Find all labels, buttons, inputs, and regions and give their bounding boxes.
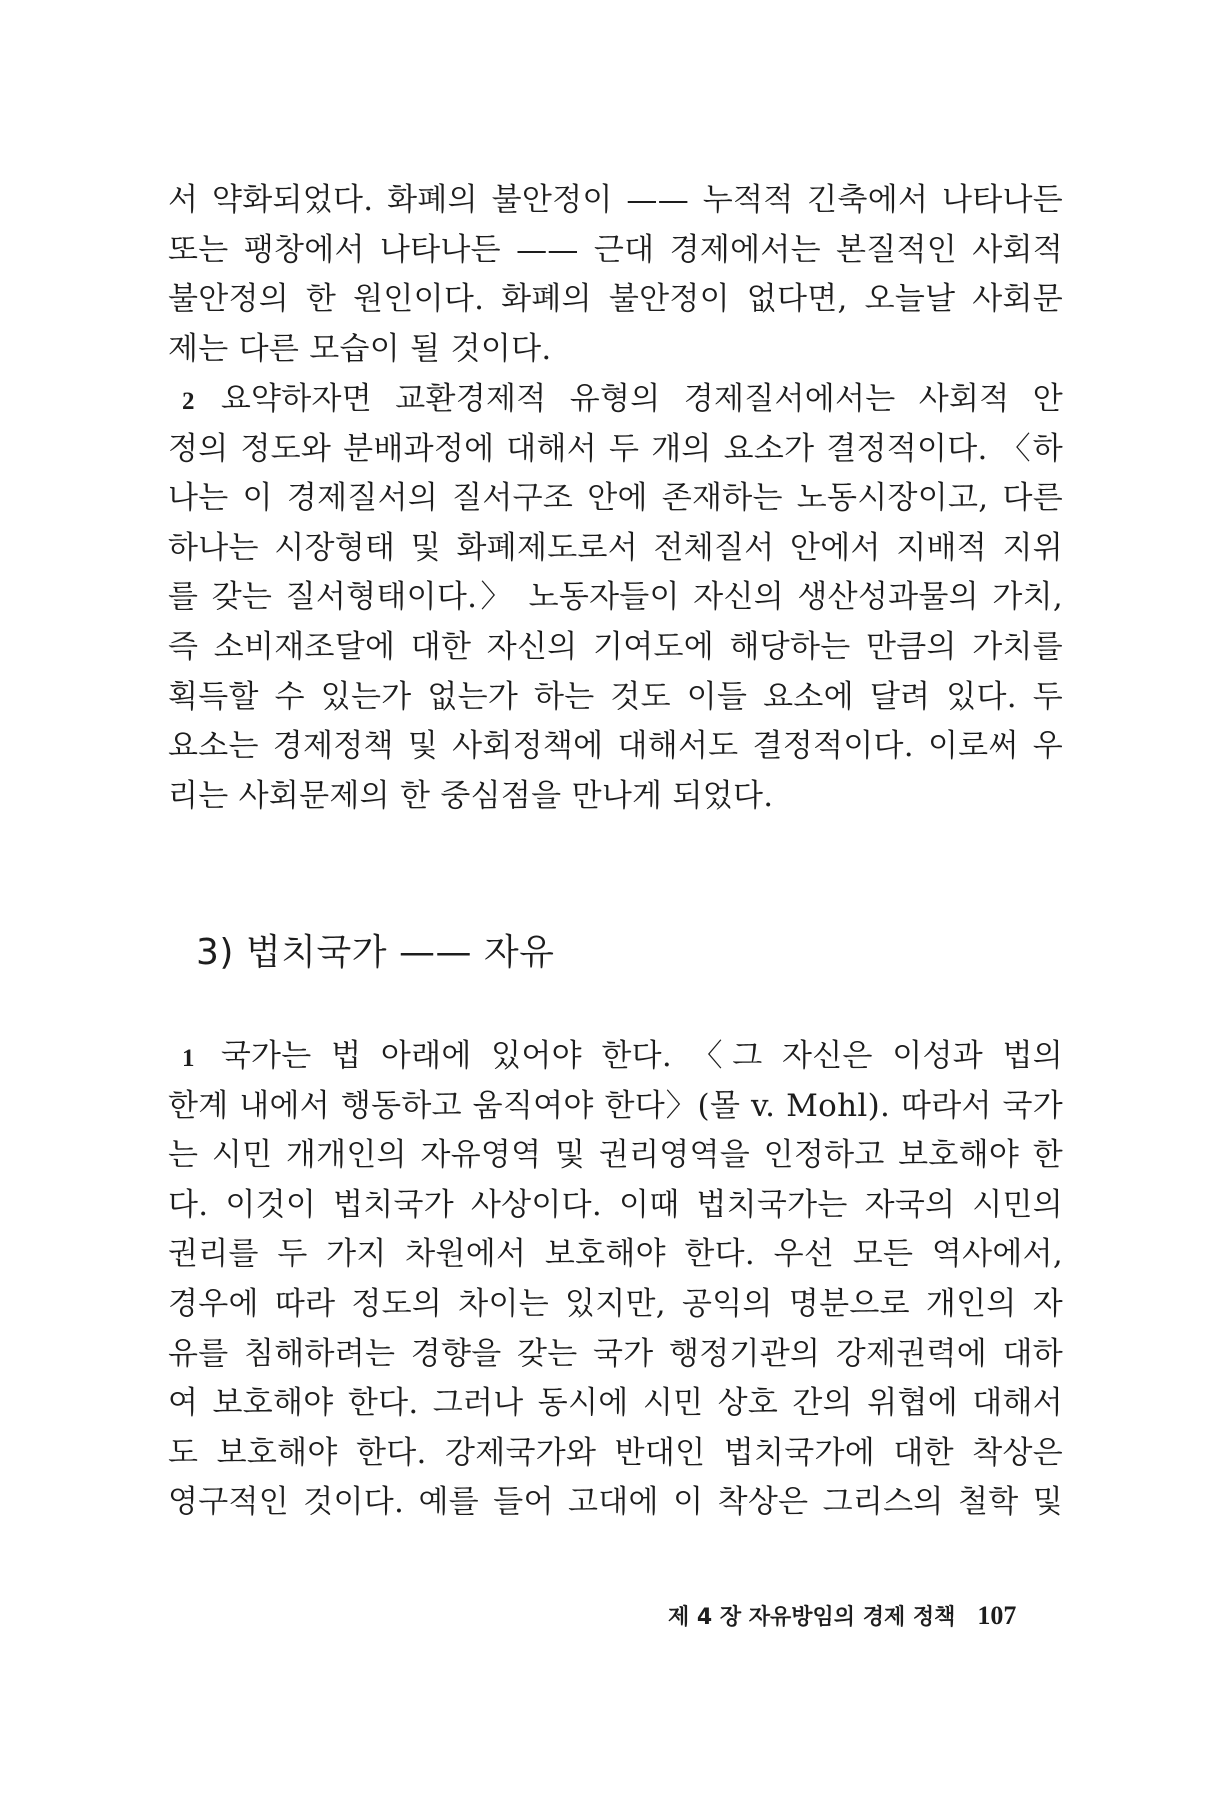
text-line bbox=[168, 1032, 1063, 1082]
page-footer bbox=[668, 1600, 1016, 1631]
text-line-content: 국가는 법 아래에 있어야 한다. 〈그 자신은 이성과 법의 bbox=[220, 1038, 1063, 1074]
paragraph-1 bbox=[168, 1032, 1063, 1528]
text-line: 는 시민 개개인의 자유영역 및 권리영역을 인정하고 보호해야 한 bbox=[168, 1137, 1063, 1174]
text-line: 즉 소비재조달에 대한 자신의 기여도에 해당하는 만큼의 가치를 bbox=[168, 628, 1063, 665]
text-line: 요소는 경제정책 및 사회정책에 대해서도 결정적이다. 이로써 우 bbox=[168, 728, 1063, 765]
text-line: 제는 다른 모습이 될 것이다. bbox=[168, 330, 552, 367]
chapter-title: 제 4 장 자유방임의 경제 정책 bbox=[668, 1605, 956, 1630]
text-line: 정의 정도와 분배과정에 대해서 두 개의 요소가 결정적이다. 〈하 bbox=[168, 430, 1063, 467]
text-line: 나는 이 경제질서의 질서구조 안에 존재하는 노동시장이고, 다른 bbox=[168, 480, 1063, 517]
paragraph-number: 2 bbox=[182, 388, 195, 415]
text-line: 경우에 따라 정도의 차이는 있지만, 공익의 명분으로 개인의 자 bbox=[168, 1285, 1063, 1322]
text-line: 서 약화되었다. 화폐의 불안정이 —— 누적적 긴축에서 나타나든 bbox=[168, 182, 1063, 218]
text-line: 불안정의 한 원인이다. 화폐의 불안정이 없다면, 오늘날 사회문 bbox=[168, 281, 1063, 318]
text-line: 여 보호해야 한다. 그러나 동시에 시민 상호 간의 위협에 대해서 bbox=[168, 1385, 1063, 1422]
text-line: 도 보호해야 한다. 강제국가와 반대인 법치국가에 대한 착상은 bbox=[168, 1434, 1063, 1471]
text-line: 유를 침해하려는 경향을 갖는 국가 행정기관의 강제권력에 대하 bbox=[168, 1335, 1063, 1372]
text-line: 영구적인 것이다. 예를 들어 고대에 이 착상은 그리스의 철학 및 bbox=[168, 1484, 1063, 1521]
text-line: 다. 이것이 법치국가 사상이다. 이때 법치국가는 자국의 시민의 bbox=[168, 1186, 1063, 1223]
text-line: 권리를 두 가지 차원에서 보호해야 한다. 우선 모든 역사에서, bbox=[168, 1236, 1063, 1273]
text-line bbox=[168, 375, 1063, 425]
section-heading: 3) 법치국가 —— 자유 bbox=[196, 932, 555, 973]
text-line: 하나는 시장형태 및 화폐제도로서 전체질서 안에서 지배적 지위 bbox=[168, 529, 1063, 566]
text-line: 한계 내에서 행동하고 움직여야 한다〉(몰 v. Mohl). 따라서 국가 bbox=[168, 1087, 1063, 1124]
text-line-content: 요약하자면 교환경제적 유형의 경제질서에서는 사회적 안 bbox=[220, 381, 1063, 417]
text-line: 획득할 수 있는가 없는가 하는 것도 이들 요소에 달려 있다. 두 bbox=[168, 678, 1063, 715]
page-number: 107 bbox=[977, 1601, 1017, 1630]
paragraph-continued bbox=[168, 176, 1063, 374]
text-line: 리는 사회문제의 한 중심점을 만나게 되었다. bbox=[168, 777, 774, 814]
paragraph-number: 1 bbox=[182, 1045, 195, 1072]
paragraph-2 bbox=[168, 375, 1063, 821]
text-line: 또는 팽창에서 나타나든 —— 근대 경제에서는 본질적인 사회적 bbox=[168, 231, 1063, 268]
text-line: 를 갖는 질서형태이다.〉 노동자들이 자신의 생산성과물의 가치, bbox=[168, 579, 1063, 616]
